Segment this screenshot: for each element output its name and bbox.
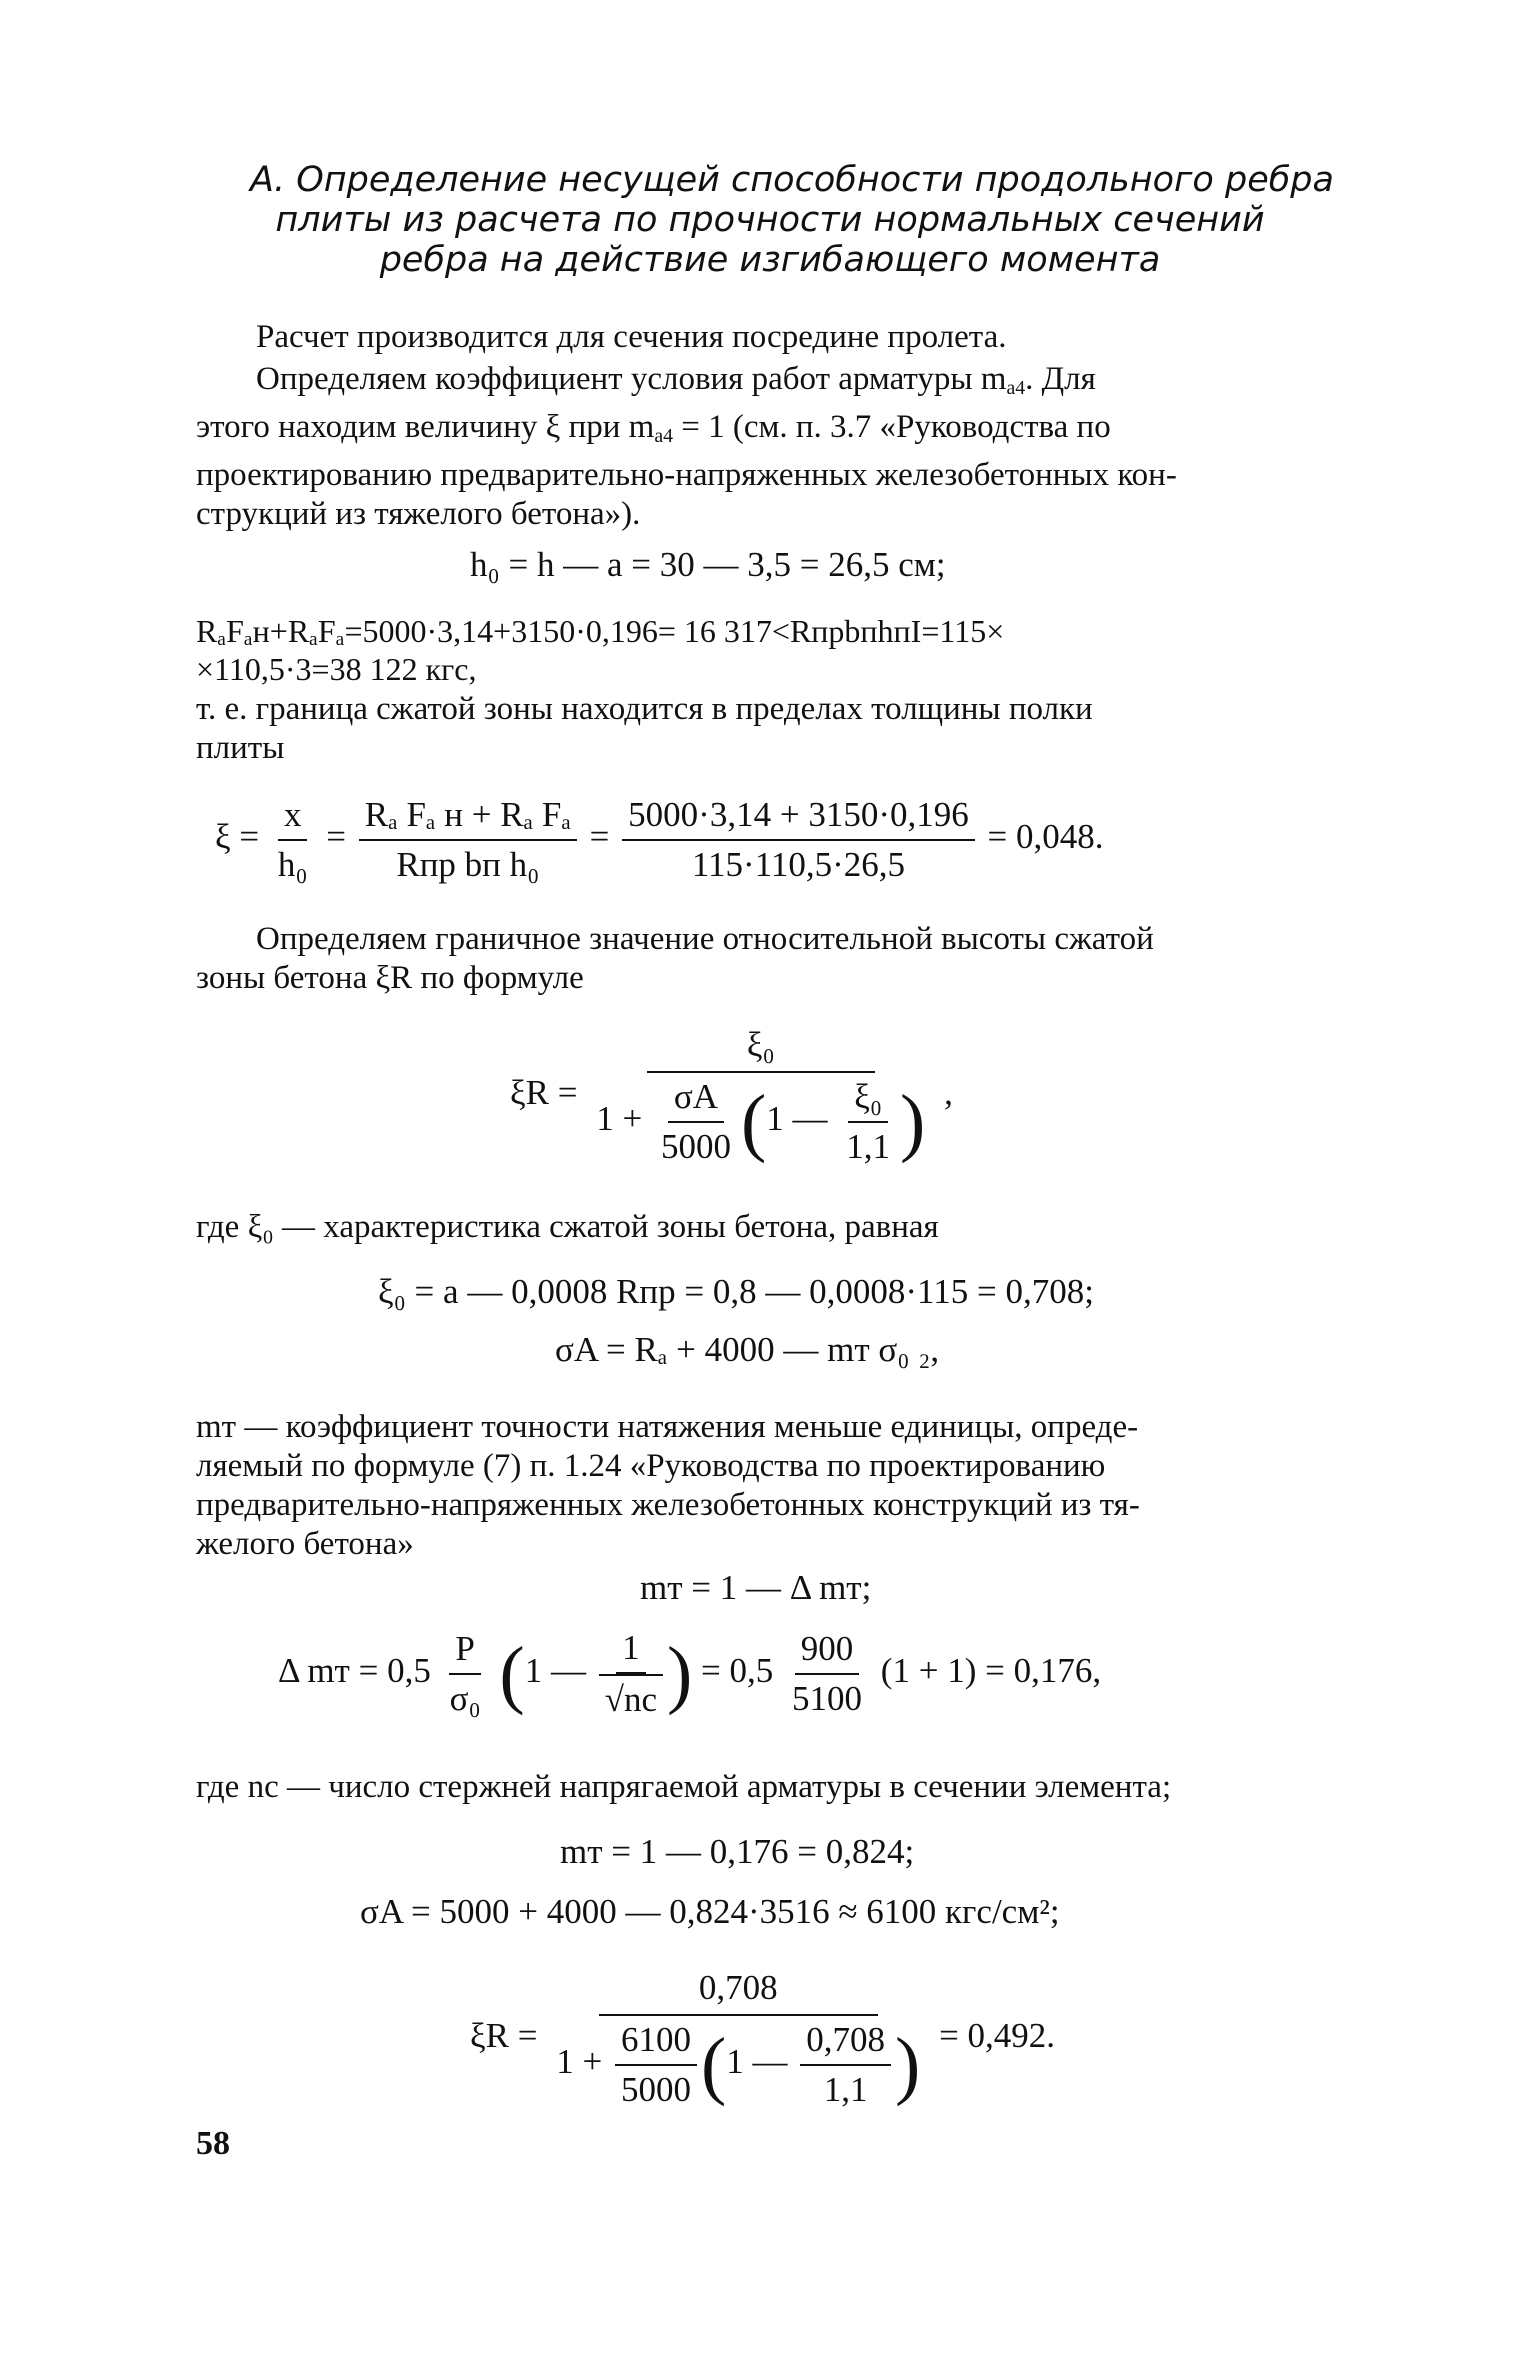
p6-line-1: mт — коэффициент точности натяжения меньше единицы, опреде-: [196, 1409, 1139, 1445]
fraction-x-h0: $\frac{x}{\text{h₀}}$: [277, 795, 308, 884]
equation-sum: [196, 612, 1004, 688]
page-number: 58: [196, 2125, 230, 2162]
p3-line-2: плиты: [196, 730, 285, 766]
paragraph-mt-definition: [196, 1408, 1346, 1564]
equation-mt: mт = 1 — Δ mт;: [640, 1568, 872, 1607]
equation-sigma-a: σA = Rₐ + 4000 — mт σ₀ ₂,: [555, 1330, 940, 1369]
paragraph-nc-definition: где nc — число стержней напрягаемой арматуры в сечении элемента;: [196, 1769, 1172, 1805]
equation-sigma-a-value: σA = 5000 + 4000 — 0,824·3516 ≈ 6100 кгс/см²;: [360, 1892, 1060, 1931]
p4-line-1: Определяем граничное значение относительной высоты сжатой: [256, 921, 1154, 957]
equation-xi0: ξ₀ = a — 0,0008 Rпр = 0,8 — 0,0008·115 = 0,708;: [378, 1272, 1094, 1311]
equation-h0: h₀ = h — a = 30 — 3,5 = 26,5 см;: [470, 545, 946, 584]
xi-result: = 0,048.: [987, 817, 1104, 857]
paragraph-calculation-section: Расчет производится для сечения посредине пролета.: [256, 319, 1007, 355]
paragraph-compressed-zone: [196, 690, 1346, 768]
p6-line-4: желого бетона»: [196, 1526, 414, 1562]
p4-line-2: зоны бетона ξR по формуле: [196, 960, 584, 996]
equation-delta-mt: Δ mт = 0,5 $\frac{P}{\text{σ₀}}$ (1 — $\frac{1}{√nc}$ ) = 0,5 $\frac{900}{5100}$ (1 + 1) = 0,176,: [278, 1628, 1102, 1719]
section-heading: [250, 160, 1334, 280]
p3-line-1: т. е. граница сжатой зоны находится в пределах толщины полки: [196, 691, 1093, 727]
heading-line-2: плиты из расчета по прочности нормальных сечений: [275, 200, 1265, 240]
p2-line-2: этого находим величину ξ при m: [196, 408, 655, 445]
eq-sum-line-2: ×110,5·3=38 122 кгс,: [196, 651, 477, 687]
eq-sum-line-1: RₐFₐн+RₐFₐ=5000·3,14+3150·0,196= 16 317<RпрbпhпI=115×: [196, 613, 1005, 649]
equation-mt-value: mт = 1 — 0,176 = 0,824;: [560, 1832, 915, 1871]
paragraph-xi0-definition: где ξ₀ — характеристика сжатой зоны бетона, равная: [196, 1209, 939, 1245]
p2-line-1-sub: а4: [1006, 376, 1026, 399]
fraction-xir: ξ₀ 1 + $\frac{\sigma A}{5000}$ (1 — $\frac{\text{ξ₀}}{1,1}$ ): [596, 1025, 926, 1166]
paragraph-boundary-value: [196, 920, 1346, 998]
heading-line-1: А. Определение несущей способности продольного ребра: [250, 160, 1334, 200]
equation-xi: ξ = $\frac{x}{\text{h₀}}$ = $\frac{\text{Rₐ Fₐ н + Rₐ Fₐ}}{\text{Rпр bп h₀}}$ = $\frac{5000\cdot 3,14 + 3150\cdot 0,196}{115\cdot 110,5\cdot 26,5}$ = 0,048.: [215, 795, 1104, 884]
p6-line-2: ляемый по формуле (7) п. 1.24 «Руководства по проектированию: [196, 1448, 1106, 1484]
fraction-formula: $\frac{\text{Rₐ Fₐ н + Rₐ Fₐ}}{\text{Rпр bп h₀}}$: [359, 795, 577, 885]
heading-line-3: ребра на действие изгибающего момента: [379, 240, 1161, 280]
fraction-numeric: $\frac{5000\cdot 3,14 + 3150\cdot 0,196}{115\cdot 110,5\cdot 26,5}$: [622, 795, 975, 885]
p2-line-1-end: . Для: [1025, 361, 1096, 397]
p2-line-3: проектированию предварительно-напряженных железобетонных кон-: [196, 456, 1177, 493]
xir-lhs: ξR =: [510, 1073, 578, 1113]
p2-line-4: струкций из тяжелого бетона»).: [196, 495, 641, 532]
xi-lhs: ξ =: [215, 817, 260, 857]
fraction-xir-value: 0,708 1 + $\frac{6100}{5000}$ (1 — $\frac{0,708}{1,1}$ ): [556, 1968, 921, 2109]
paragraph-coefficient: [196, 360, 1346, 534]
p6-line-3: предварительно-напряженных железобетонных конструкций из тя-: [196, 1487, 1140, 1523]
equation-xir-value: ξR = 0,708 1 + $\frac{6100}{5000}$ (1 — $\frac{0,708}{1,1}$ ) = 0,492.: [470, 1968, 1056, 2109]
p2-line-2-sub: а4: [654, 424, 673, 447]
p2-line-1: Определяем коэффициент условия работ арматуры m: [256, 361, 1007, 397]
p2-line-2-end: = 1 (см. п. 3.7 «Руководства по: [673, 408, 1111, 445]
equation-xir-formula: ξR = ξ₀ 1 + $\frac{\sigma A}{5000}$ (1 — $\frac{\text{ξ₀}}{1,1}$ ) ,: [510, 1025, 953, 1166]
